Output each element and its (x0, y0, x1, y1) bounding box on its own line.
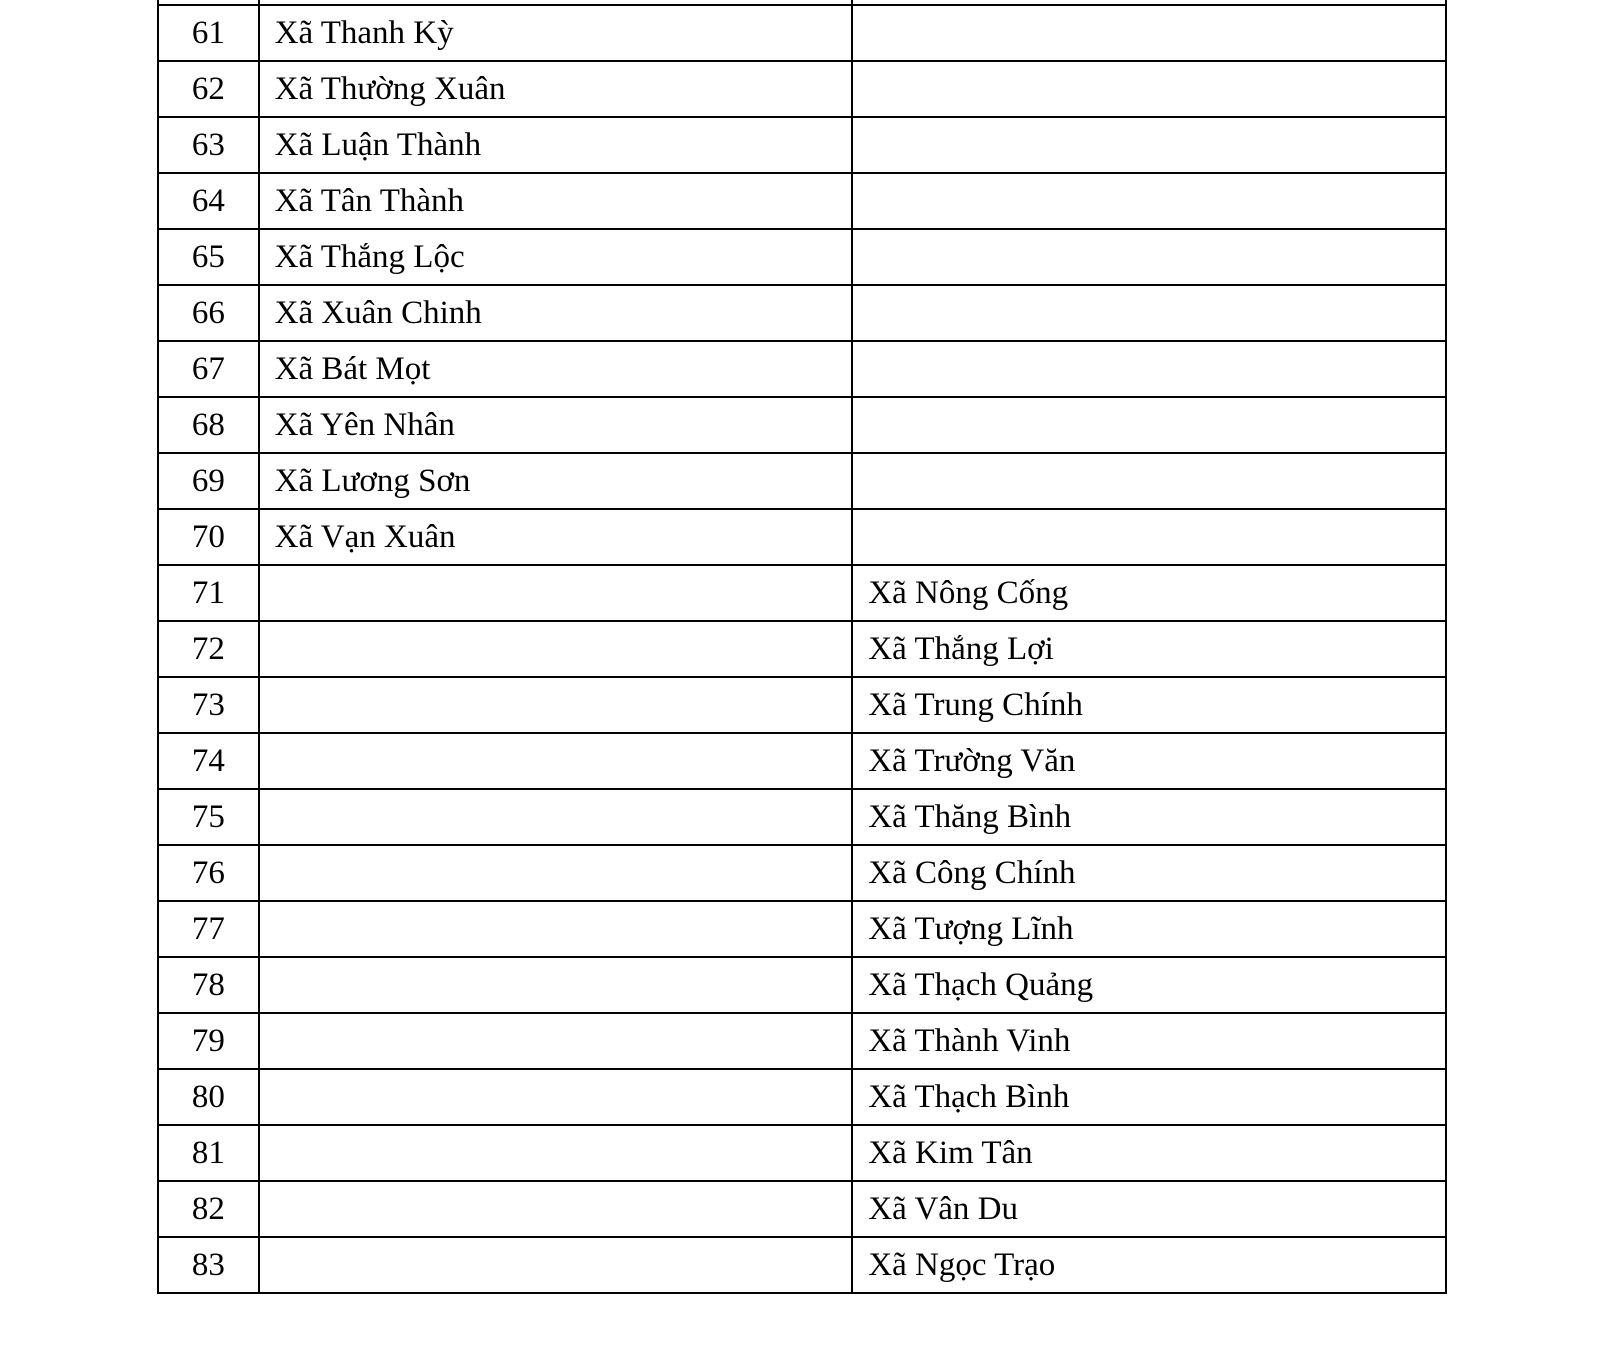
stt-cell: 82 (158, 1181, 259, 1237)
commune-cell-a: Xã Xuân Chinh (259, 285, 853, 341)
stt-cell: 69 (158, 453, 259, 509)
commune-cell-a: Xã Thanh Kỳ (259, 5, 853, 61)
commune-cell-b (852, 397, 1446, 453)
commune-cell-a (259, 845, 853, 901)
table-row (158, 61, 1446, 117)
commune-cell-b: Xã Kim Tân (852, 1125, 1446, 1181)
table-row (158, 229, 1446, 285)
commune-cell-a: Xã Thắng Lộc (259, 229, 853, 285)
table-row (158, 341, 1446, 397)
commune-cell-b (852, 117, 1446, 173)
table-row (158, 621, 1446, 677)
commune-cell-b: Xã Thạch Bình (852, 1069, 1446, 1125)
commune-cell-a (259, 1181, 853, 1237)
commune-cell-a: Xã Lương Sơn (259, 453, 853, 509)
stt-cell: 64 (158, 173, 259, 229)
commune-cell-b (852, 453, 1446, 509)
table-row (158, 565, 1446, 621)
stt-cell: 80 (158, 1069, 259, 1125)
stt-cell: 71 (158, 565, 259, 621)
commune-cell-b: Xã Công Chính (852, 845, 1446, 901)
stt-cell: 77 (158, 901, 259, 957)
table-row (158, 117, 1446, 173)
commune-cell-a: Xã Luận Thành (259, 117, 853, 173)
stt-cell: 68 (158, 397, 259, 453)
table-row (158, 957, 1446, 1013)
commune-cell-a (259, 621, 853, 677)
commune-cell-b: Xã Trường Văn (852, 733, 1446, 789)
table-row (158, 1237, 1446, 1293)
commune-cell-b: Xã Thạch Quảng (852, 957, 1446, 1013)
commune-cell-a (259, 789, 853, 845)
stt-cell: 66 (158, 285, 259, 341)
commune-cell-b (852, 285, 1446, 341)
stt-cell: 70 (158, 509, 259, 565)
commune-cell-b: Xã Vân Du (852, 1181, 1446, 1237)
commune-cell-b (852, 61, 1446, 117)
stt-cell: 78 (158, 957, 259, 1013)
table-row (158, 901, 1446, 957)
table-row (158, 845, 1446, 901)
table-row (158, 733, 1446, 789)
table-row (158, 1181, 1446, 1237)
commune-cell-a (259, 957, 853, 1013)
commune-cell-a (259, 901, 853, 957)
stt-cell: 73 (158, 677, 259, 733)
stt-cell: 61 (158, 5, 259, 61)
stt-cell: 75 (158, 789, 259, 845)
commune-cell-a (259, 677, 853, 733)
table-row (158, 453, 1446, 509)
commune-cell-a (259, 1013, 853, 1069)
commune-cell-a (259, 1125, 853, 1181)
stt-cell: 81 (158, 1125, 259, 1181)
commune-cell-a (259, 1069, 853, 1125)
table-row (158, 1125, 1446, 1181)
stt-cell: 79 (158, 1013, 259, 1069)
table-row (158, 173, 1446, 229)
table-body (158, 0, 1446, 1293)
commune-cell-b: Xã Trung Chính (852, 677, 1446, 733)
commune-cell-a: Xã Yên Nhân (259, 397, 853, 453)
commune-cell-a (259, 565, 853, 621)
table-row (158, 285, 1446, 341)
commune-table (157, 0, 1447, 1294)
table-row (158, 677, 1446, 733)
stt-cell: 72 (158, 621, 259, 677)
stt-cell: 76 (158, 845, 259, 901)
commune-cell-b: Xã Thắng Lợi (852, 621, 1446, 677)
table-row (158, 1013, 1446, 1069)
stt-cell: 63 (158, 117, 259, 173)
commune-cell-b: Xã Thăng Bình (852, 789, 1446, 845)
commune-cell-a: Xã Bát Mọt (259, 341, 853, 397)
stt-cell: 67 (158, 341, 259, 397)
commune-cell-b (852, 341, 1446, 397)
stt-cell: 65 (158, 229, 259, 285)
commune-cell-a: Xã Vạn Xuân (259, 509, 853, 565)
commune-cell-b (852, 5, 1446, 61)
commune-cell-b: Xã Ngọc Trạo (852, 1237, 1446, 1293)
commune-cell-a: Xã Thường Xuân (259, 61, 853, 117)
table-row (158, 509, 1446, 565)
commune-cell-a (259, 733, 853, 789)
commune-cell-b (852, 229, 1446, 285)
table-row (158, 1069, 1446, 1125)
commune-cell-b: Xã Thành Vinh (852, 1013, 1446, 1069)
commune-cell-b: Xã Nông Cống (852, 565, 1446, 621)
commune-cell-a: Xã Tân Thành (259, 173, 853, 229)
commune-cell-b: Xã Tượng Lĩnh (852, 901, 1446, 957)
stt-cell: 62 (158, 61, 259, 117)
commune-cell-b (852, 509, 1446, 565)
stt-cell: 74 (158, 733, 259, 789)
stt-cell: 83 (158, 1237, 259, 1293)
table-row (158, 5, 1446, 61)
table-row (158, 789, 1446, 845)
table-row (158, 397, 1446, 453)
commune-cell-a (259, 1237, 853, 1293)
commune-cell-b (852, 173, 1446, 229)
